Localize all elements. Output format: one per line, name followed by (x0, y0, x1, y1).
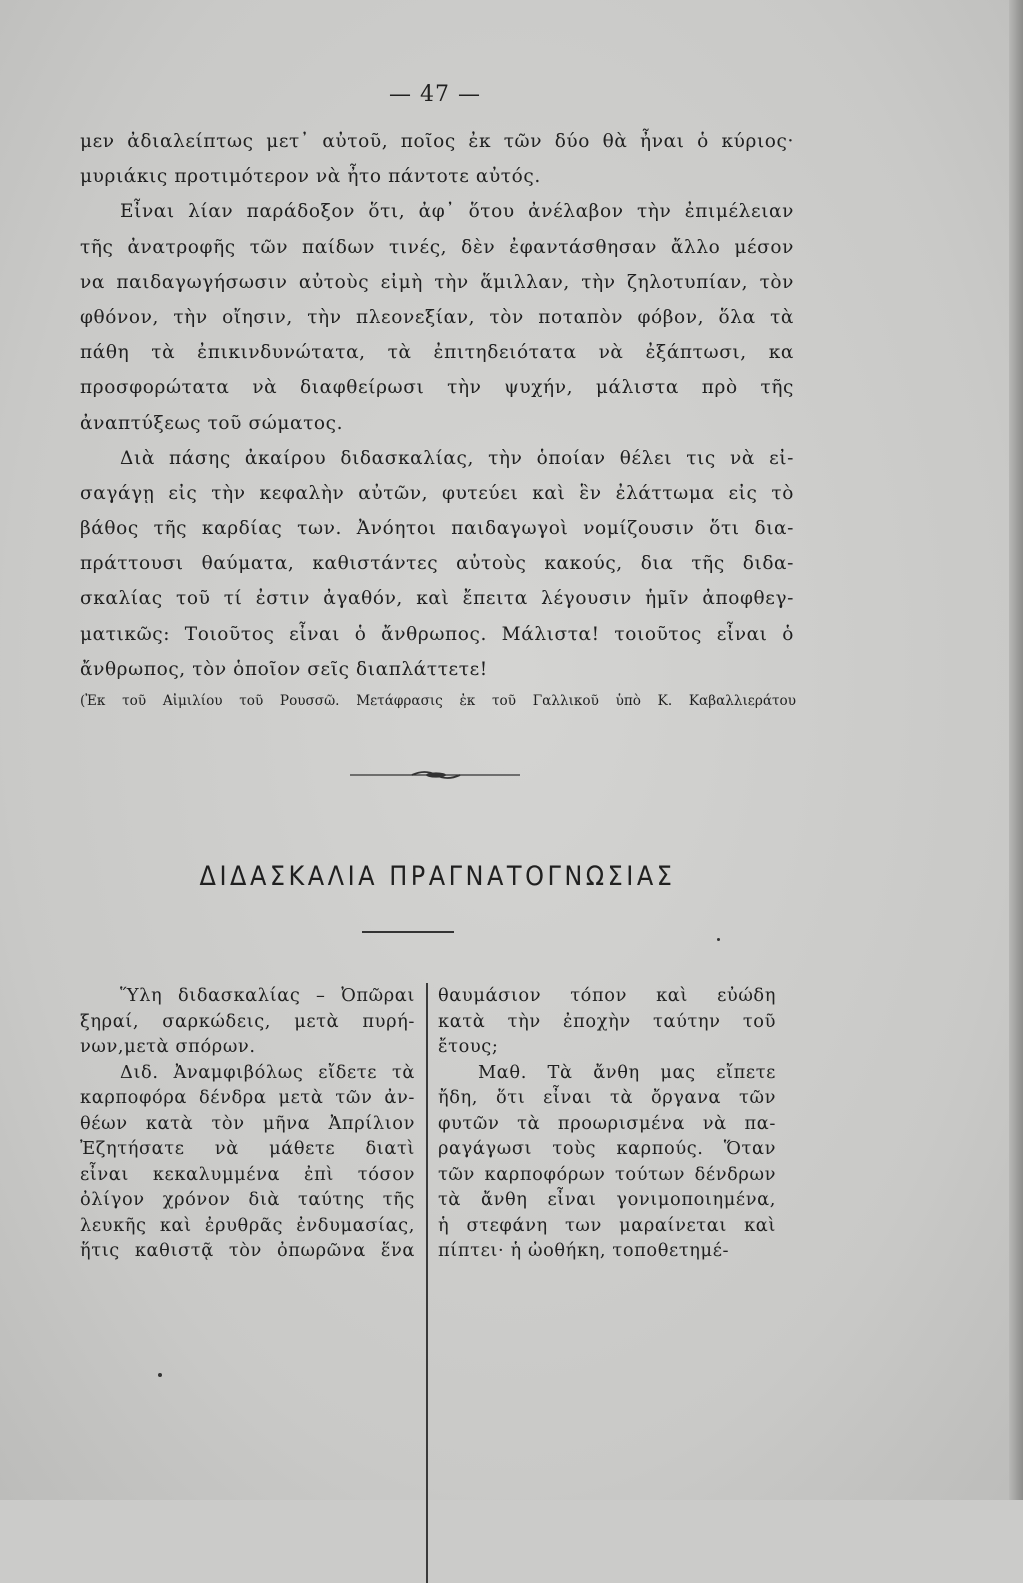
body-line: σαγάγῃ εἰς τὴν κεφαλὴν αὐτῶν, φυτεύει καὶ ἓν ἐλάττωμα εἰς τὸ (80, 482, 794, 504)
column-line: ραγάγωσι τοὺς καρπούς. Ὅταν (438, 1138, 776, 1159)
page-number: — 47 — (389, 82, 481, 107)
body-line: ματικῶς: Τοιοῦτος εἶναι ὁ ἄνθρωπος. Μάλιστα! τοιοῦτος εἶναι ὁ (80, 623, 794, 645)
body-line: ἄνθρωπος, τὸν ὁποῖον σεῖς διαπλάττετε! (80, 658, 488, 680)
column-line: ἤδη, ὅτι εἶναι τὰ ὄργανα τῶν (438, 1087, 776, 1108)
column-line: ὀλίγον χρόνον διὰ ταύτης τῆς (80, 1189, 415, 1210)
right-column (438, 983, 776, 1264)
body-line: σκαλίας τοῦ τί ἐστιν ἀγαθόν, καὶ ἔπειτα λέγουσιν ἡμῖν ἀποφθεγ- (80, 588, 794, 610)
column-line: ἥτις καθιστᾷ τὸν ὀπωρῶνα ἕνα (80, 1240, 415, 1261)
page-edge (1009, 0, 1023, 1500)
body-line: βάθος τῆς καρδίας των. Ἀνόητοι παιδαγωγοὶ νομίζουσιν ὅτι δια- (80, 518, 794, 540)
column-line: λευκῆς καὶ ἐρυθρᾶς ἐνδυμασίας, (80, 1214, 415, 1236)
column-line: θαυμάσιον τόπον καὶ εὐώδη (438, 985, 776, 1006)
column-divider (426, 983, 428, 1583)
body-line: τῆς ἀνατροφῆς τῶν παίδων τινές, δὲν ἐφαντάσθησαν ἄλλο μέσον (80, 236, 794, 258)
column-line: ἔτους; (438, 1036, 499, 1057)
column-line: Μαθ. Τὰ ἄνθη μας εἴπετε (478, 1061, 776, 1083)
column-line: τῶν καρποφόρων τούτων δένδρων (438, 1163, 776, 1185)
title-underline (362, 931, 454, 933)
body-line: μεν ἀδιαλείπτως μετ᾽ αὐτοῦ, ποῖος ἐκ τῶν δύο θὰ ἦναι ὁ κύριος· (80, 131, 794, 152)
column-line: εἶναι κεκαλυμμένα ἐπὶ τόσον (80, 1163, 415, 1185)
body-text (80, 124, 794, 687)
body-line: να παιδαγωγήσωσιν αὐτοὺς εἰμὴ τὴν ἅμιλλαν, τὴν ζηλοτυπίαν, τὸν (80, 271, 794, 293)
body-line: φθόνον, τὴν οἴησιν, τὴν πλεονεξίαν, τὸν ποταπὸν φόβον, ὅλα τὰ (80, 306, 794, 328)
section-title: ΔΙΔΑΣΚΑΛΙΑ ΠΡΑΓΝΑΤΟΓΝΩΣΙΑΣ (199, 860, 676, 892)
column-line: κατὰ τὴν ἐποχὴν ταύτην τοῦ (438, 1010, 776, 1032)
body-line: μυριάκις προτιμότερον νὰ ἦτο πάντοτε αὐτός. (80, 166, 541, 188)
column-line: πίπτει· ἡ ὠοθήκη, τοποθετημέ- (438, 1240, 730, 1261)
column-line: Ὕλη διδασκαλίας – Ὀπῶραι (120, 985, 415, 1006)
left-column (80, 983, 415, 1264)
column-line: φυτῶν τὰ προωρισμένα νὰ πα- (438, 1112, 776, 1134)
body-line: πάθη τὰ ἐπικινδυνώτατα, τὰ ἐπιτηδειότατα νὰ ἐξάπτωσι, κα (80, 342, 794, 364)
paper-speck (717, 938, 720, 941)
column-line: Διδ. Ἀναμφιβόλως εἴδετε τὰ (120, 1061, 415, 1083)
paper-speck (158, 1373, 162, 1377)
ornament-divider (350, 768, 520, 782)
source-citation: (Ἐκ τοῦ Αἰμιλίου τοῦ Ρουσσῶ. Μετάφρασις ἐκ τοῦ Γαλλικοῦ ὑπὸ Κ. Καβαλλιεράτου (80, 693, 796, 709)
column-line: ξηραί, σαρκώδεις, μετὰ πυρή- (80, 1010, 415, 1032)
column-line: Ἐζητήσατε νὰ μάθετε διατὶ (80, 1138, 415, 1159)
column-line: νων,μετὰ σπόρων. (80, 1036, 256, 1057)
body-line: Διὰ πάσης ἀκαίρου διδασκαλίας, τὴν ὁποίαν θέλει τις νὰ εἰ- (120, 447, 794, 469)
column-line: ἡ στεφάνη των μαραίνεται καὶ (438, 1214, 776, 1236)
column-line: καρποφόρα δένδρα μετὰ τῶν ἀν- (80, 1087, 415, 1108)
body-line: πράττουσι θαύματα, καθιστάντες αὐτοὺς κακούς, δια τῆς διδα- (80, 553, 794, 575)
column-line: θέων κατὰ τὸν μῆνα Ἀπρίλιον (80, 1112, 415, 1134)
column-line: τὰ ἄνθη εἶναι γονιμοποιημένα, (438, 1189, 776, 1210)
body-line: Εἶναι λίαν παράδοξον ὅτι, ἀφ᾽ ὅτου ἀνέλαβον τὴν ἐπιμέλειαν (120, 201, 794, 223)
body-line: ἀναπτύξεως τοῦ σώματος. (80, 412, 344, 434)
body-line: προσφορώτατα νὰ διαφθείρωσι τὴν ψυχήν, μάλιστα πρὸ τῆς (80, 377, 794, 399)
